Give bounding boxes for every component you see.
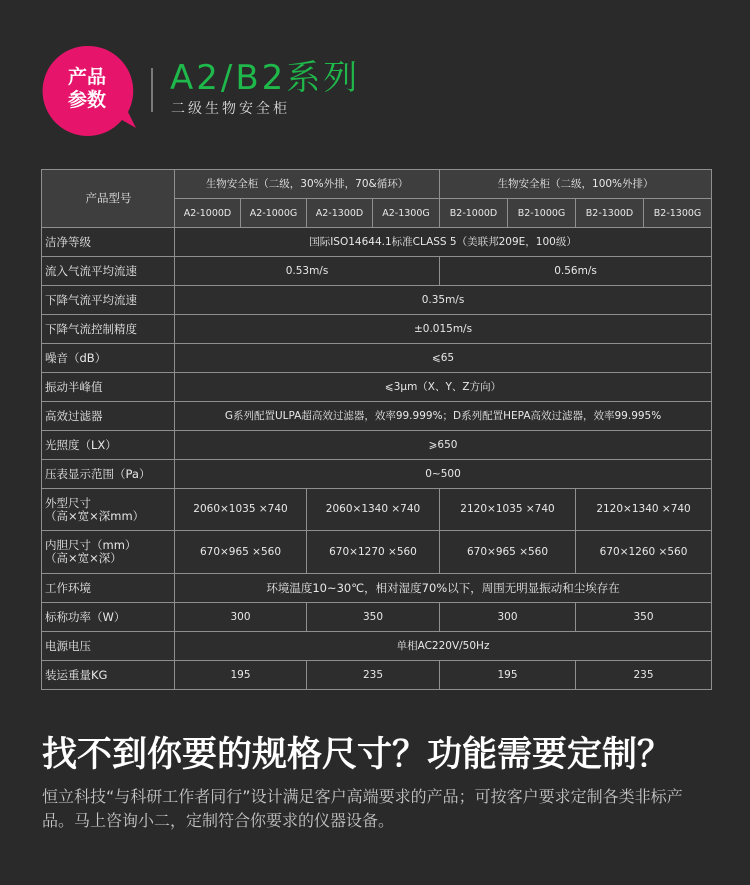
row-value-inflow-a2: 0.53m/s [175, 257, 440, 286]
row-value-vibration: ⩽3μm（X、Y、Z方向） [175, 373, 712, 402]
table-row [42, 257, 712, 286]
row-label-noise: 噪音（dB） [42, 344, 175, 373]
row-value-downflow-precision: ±0.015m/s [175, 315, 712, 344]
row-label-pressure: 压表显示范围（Pa） [42, 460, 175, 489]
row-value-weight: 235 [307, 661, 440, 690]
row-value-environment: 环境温度10~30℃，相对湿度70%以下，周围无明显振动和尘埃存在 [175, 574, 712, 603]
table-row [42, 661, 712, 690]
row-value-inner: 670×965 ×560 [175, 531, 307, 574]
row-value-inner: 670×1270 ×560 [307, 531, 440, 574]
row-label-vibration: 振动半峰值 [42, 373, 175, 402]
badge-text [46, 66, 128, 112]
table-row [42, 632, 712, 661]
series-subtitle: 二级生物安全柜 [171, 101, 290, 117]
table-row [42, 603, 712, 632]
table-row [42, 402, 712, 431]
row-value-power: 350 [307, 603, 440, 632]
series-title: A2/B2系列 [170, 58, 361, 98]
group-a2-header: 生物安全柜（二级，30%外排，70&循环） [175, 170, 440, 199]
row-value-inner: 670×1260 ×560 [576, 531, 712, 574]
row-label-environment: 工作环境 [42, 574, 175, 603]
row-value-illuminance: ⩾650 [175, 431, 712, 460]
row-value-power: 350 [576, 603, 712, 632]
row-value-voltage: 单相AC220V/50Hz [175, 632, 712, 661]
row-value-downflow: 0.35m/s [175, 286, 712, 315]
header-divider [151, 68, 153, 112]
model-cell: A2-1300D [307, 199, 373, 228]
row-label-power: 标称功率（W） [42, 603, 175, 632]
row-value-power: 300 [175, 603, 307, 632]
row-value-filter: G系列配置ULPA超高效过滤器，效率99.999%；D系列配置HEPA高效过滤器，效率99.995% [175, 402, 712, 431]
table-row [42, 286, 712, 315]
row-label-weight: 装运重量KG [42, 661, 175, 690]
model-label: 产品型号 [42, 170, 175, 228]
row-label-inflow: 流入气流平均流速 [42, 257, 175, 286]
row-value-outer: 2060×1340 ×740 [307, 489, 440, 531]
row-value-weight: 195 [440, 661, 576, 690]
row-label-inner-line2: （高×宽×深） [45, 551, 122, 565]
group-b2-header: 生物安全柜（二级，100%外排） [440, 170, 712, 199]
table-row [42, 460, 712, 489]
row-label-outer-line2: （高×宽×深mm） [45, 508, 145, 523]
row-label-downflow: 下降气流平均流速 [42, 286, 175, 315]
table-row [42, 489, 712, 531]
model-cell: B2-1000D [440, 199, 508, 228]
row-value-inner: 670×965 ×560 [440, 531, 576, 574]
row-label-outer [42, 489, 175, 531]
row-value-outer: 2120×1035 ×740 [440, 489, 576, 531]
table-row [42, 531, 712, 574]
table-header-row-1 [42, 170, 712, 199]
model-cell: A2-1300G [373, 199, 440, 228]
row-label-outer-line1: 外型尺寸 [45, 495, 91, 510]
row-value-power: 300 [440, 603, 576, 632]
row-value-weight: 195 [175, 661, 307, 690]
row-label-voltage: 电源电压 [42, 632, 175, 661]
model-cell: B2-1000G [508, 199, 576, 228]
row-value-noise: ⩽65 [175, 344, 712, 373]
model-cell: B2-1300D [576, 199, 644, 228]
row-value-outer: 2120×1340 ×740 [576, 489, 712, 531]
table-row [42, 373, 712, 402]
model-cell: B2-1300G [644, 199, 712, 228]
row-value-pressure: 0~500 [175, 460, 712, 489]
row-value-outer: 2060×1035 ×740 [175, 489, 307, 531]
table-row [42, 228, 712, 257]
badge-line1: 产品 [67, 66, 106, 88]
cta-body: 恒立科技“与科研工作者同行”设计满足客户高端要求的产品；可按客户要求定制各类非标产品。马上咨询小二，定制符合你要求的仪器设备。 [42, 787, 683, 830]
spec-table [41, 169, 712, 690]
row-label-clean: 洁净等级 [42, 228, 175, 257]
row-label-inner [42, 531, 175, 574]
product-params-badge [38, 42, 136, 140]
table-row [42, 431, 712, 460]
row-value-clean: 国际ISO14644.1标准CLASS 5（美联邦209E，100级） [175, 228, 712, 257]
row-label-illuminance: 光照度（LX） [42, 431, 175, 460]
row-label-inner-line1: 内胆尺寸（mm） [45, 538, 137, 552]
table-row [42, 344, 712, 373]
model-cell: A2-1000G [241, 199, 307, 228]
row-label-downflow-precision: 下降气流控制精度 [42, 315, 175, 344]
row-value-weight: 235 [576, 661, 712, 690]
row-label-filter: 高效过滤器 [42, 402, 175, 431]
cta-title: 找不到你要的规格尺寸？功能需要定制？ [42, 734, 673, 775]
table-row [42, 574, 712, 603]
model-cell: A2-1000D [175, 199, 241, 228]
table-row [42, 315, 712, 344]
badge-line2: 参数 [67, 89, 106, 111]
row-value-inflow-b2: 0.56m/s [440, 257, 712, 286]
